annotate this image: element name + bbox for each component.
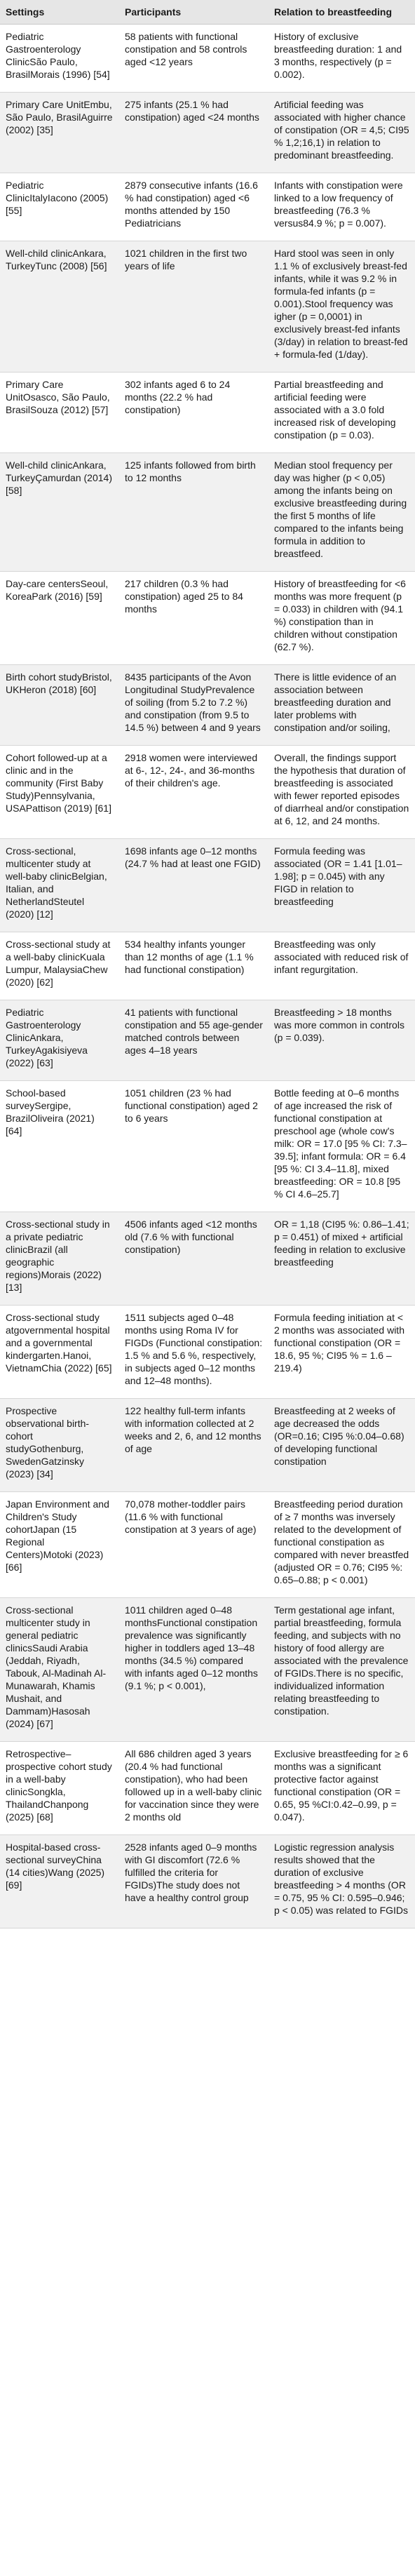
cell-settings: Japan Environment and Children's Study cohortJapan (15 Regional Centers)Motoki (2023) [66] bbox=[0, 1492, 119, 1598]
cell-settings: Cross-sectional, multicenter study at well-baby clinicBelgian, Italian, and NetherlandSteutel (2020) [12] bbox=[0, 839, 119, 932]
table-row bbox=[0, 1492, 415, 1598]
cell-relation: Breastfeeding was only associated with reduced risk of infant regurgitation. bbox=[268, 932, 415, 1000]
cell-relation: OR = 1,18 (CI95 %: 0.86–1.41; p = 0.451) of mixed + artificial feeding in relation to exclusive breastfeeding bbox=[268, 1212, 415, 1306]
cell-settings: Primary Care UnitOsasco, São Paulo, BrasilSouza (2012) [57] bbox=[0, 373, 119, 453]
table-row bbox=[0, 1742, 415, 1835]
cell-participants: 4506 infants aged <12 months old (7.6 % with functional constipation) bbox=[119, 1212, 268, 1306]
cell-relation: Hard stool was seen in only 1.1 % of exclusively breast-fed infants, while it was 9.2 % in formula-fed infants (p = 0.001).Stool frequency was igher (p = 0,0001) in exclusively breast-fed infants (3/day) in relation to breast-fed + formula-fed (1/day). bbox=[268, 241, 415, 373]
table-row bbox=[0, 1081, 415, 1212]
table-row bbox=[0, 1212, 415, 1306]
cell-settings: Cross-sectional multicenter study in general pediatric clinicsSaudi Arabia (Jeddah, Riyadh, Tabouk, Al-Madinah Al-Munawarah, Khamis Mushait, and Dammam)Hasosah (2024) [67] bbox=[0, 1598, 119, 1742]
cell-relation: Logistic regression analysis results showed that the duration of exclusive breastfeeding > 4 months (OR = 0.75, 95 % CI: 0.595–0.946; p < 0.05) was related to FGIDs bbox=[268, 1835, 415, 1928]
header-settings: Settings bbox=[0, 0, 119, 25]
cell-relation: Bottle feeding at 0–6 months of age increased the risk of functional constipation at preschool age (whole cow's milk: OR = 17.0 [95 % CI: 7.3–39.5]; infant formula: OR = 6.4 [95 %: CI 3.4–11.8], mixed breastfeeding: OR = 10.8 [95 % CI 4.6–25.7] bbox=[268, 1081, 415, 1212]
cell-participants: 1051 children (23 % had functional constipation) aged 2 to 6 years bbox=[119, 1081, 268, 1212]
table-row bbox=[0, 839, 415, 932]
cell-relation: There is little evidence of an association between breastfeeding duration and later problems with constipation and/or soiling, bbox=[268, 665, 415, 746]
cell-settings: Cross-sectional study in a private pediatric clinicBrazil (all geographic regions)Morais (2022) [13] bbox=[0, 1212, 119, 1306]
table-row bbox=[0, 1399, 415, 1492]
cell-participants: 302 infants aged 6 to 24 months (22.2 % had constipation) bbox=[119, 373, 268, 453]
cell-relation: History of exclusive breastfeeding duration: 1 and 3 months, respectively (p = 0.002). bbox=[268, 25, 415, 93]
cell-participants: 1021 children in the first two years of life bbox=[119, 241, 268, 373]
table-row bbox=[0, 932, 415, 1000]
cell-settings: Retrospective–prospective cohort study in a well-baby clinicSongkla, ThailandChanpong (2025) [68] bbox=[0, 1742, 119, 1835]
cell-relation: Breastfeeding period duration of ≥ 7 months was inversely related to the development of functional constipation as compared with never breastfed (adjusted OR = 0.76; CI95 %: 0.65–0.88; p < 0.001) bbox=[268, 1492, 415, 1598]
cell-participants: 70,078 mother-toddler pairs (11.6 % with functional constipation at 3 years of age) bbox=[119, 1492, 268, 1598]
table-header bbox=[0, 0, 415, 25]
cell-participants: 58 patients with functional constipation and 58 controls aged <12 years bbox=[119, 25, 268, 93]
cell-relation: Exclusive breastfeeding for ≥ 6 months was a significant protective factor against functional constipation (OR = 0.65, 95 %CI:0.42–0.99, p = 0.047). bbox=[268, 1742, 415, 1835]
cell-participants: 125 infants followed from birth to 12 months bbox=[119, 453, 268, 572]
cell-relation: Infants with constipation were linked to a low frequency of breastfeeding (76.3 % versus84.9 %; p = 0.007). bbox=[268, 173, 415, 241]
cell-settings: Day-care centersSeoul, KoreaPark (2016) [59] bbox=[0, 572, 119, 665]
table-row bbox=[0, 665, 415, 746]
cell-settings: School-based surveySergipe, BrazilOliveira (2021) [64] bbox=[0, 1081, 119, 1212]
table-row bbox=[0, 25, 415, 93]
table-body bbox=[0, 25, 415, 1928]
table-row bbox=[0, 1598, 415, 1742]
cell-settings: Birth cohort studyBristol, UKHeron (2018) [60] bbox=[0, 665, 119, 746]
cell-participants: 275 infants (25.1 % had constipation) aged <24 months bbox=[119, 93, 268, 173]
cell-settings: Cross-sectional study atgovernmental hospital and a governmental kindergarten.Hanoi, VietnamChia (2022) [65] bbox=[0, 1306, 119, 1399]
cell-participants: 1511 subjects aged 0–48 months using Roma IV for FIGDs (Functional constipation: 1.5 % and 5.6 %, respectively, in subjects aged 0–12 months and 12–48 months). bbox=[119, 1306, 268, 1399]
table-row bbox=[0, 373, 415, 453]
cell-participants: 1698 infants age 0–12 months (24.7 % had at least one FGID) bbox=[119, 839, 268, 932]
header-row bbox=[0, 0, 415, 25]
cell-participants: All 686 children aged 3 years (20.4 % had functional constipation), who had been followed up in a well-baby clinic for vaccination since they were 2 months old bbox=[119, 1742, 268, 1835]
cell-relation: Partial breastfeeding and artificial feeding were associated with a 3.0 fold increased risk of developing constipation (p = 0.03). bbox=[268, 373, 415, 453]
table-row bbox=[0, 572, 415, 665]
cell-settings: Well-child clinicAnkara, TurkeyÇamurdan (2014) [58] bbox=[0, 453, 119, 572]
table-row bbox=[0, 241, 415, 373]
cell-relation: Median stool frequency per day was higher (p < 0,05) among the infants being on exclusive breastfeeding during the first 5 months of life compared to the infants being formula in addition to breastfeed. bbox=[268, 453, 415, 572]
cell-participants: 217 children (0.3 % had constipation) aged 25 to 84 months bbox=[119, 572, 268, 665]
header-participants: Participants bbox=[119, 0, 268, 25]
cell-settings: Primary Care UnitEmbu, São Paulo, BrasilAguirre (2002) [35] bbox=[0, 93, 119, 173]
table-row bbox=[0, 746, 415, 839]
cell-participants: 534 healthy infants younger than 12 months of age (1.1 % had functional constipation) bbox=[119, 932, 268, 1000]
table-row bbox=[0, 1835, 415, 1928]
cell-relation: Artificial feeding was associated with higher chance of constipation (OR = 4,5; CI95 % 1,2;16,1) in relation to predominant breastfeeding. bbox=[268, 93, 415, 173]
cell-relation: Formula feeding was associated (OR = 1.41 [1.01–1.98]; p = 0.045) with any FIGD in relation to breastfeeding bbox=[268, 839, 415, 932]
header-relation: Relation to breastfeeding bbox=[268, 0, 415, 25]
cell-settings: Cross-sectional study at a well-baby clinicKuala Lumpur, MalaysiaChew (2020) [62] bbox=[0, 932, 119, 1000]
cell-participants: 2879 consecutive infants (16.6 % had constipation) aged <6 months attended by 150 Pediatricians bbox=[119, 173, 268, 241]
cell-relation: Breastfeeding > 18 months was more common in controls (p = 0.039). bbox=[268, 1000, 415, 1081]
cell-settings: Pediatric Gastroenterology ClinicSão Paulo, BrasilMorais (1996) [54] bbox=[0, 25, 119, 93]
cell-settings: Pediatric Gastroenterology ClinicAnkara, TurkeyAgakisiyeva (2022) [63] bbox=[0, 1000, 119, 1081]
cell-relation: Overall, the findings support the hypothesis that duration of breastfeeding is associated with fewer reported episodes of diarrheal and/or constipation at 6, 12, and 24 months. bbox=[268, 746, 415, 839]
cell-participants: 8435 participants of the Avon Longitudinal StudyPrevalence of soiling (from 5.2 to 7.2 %) and constipation (from 9.5 to 14.5 %) between 4 and 9 years bbox=[119, 665, 268, 746]
cell-settings: Hospital-based cross-sectional surveyChina (14 cities)Wang (2025) [69] bbox=[0, 1835, 119, 1928]
cell-relation: Formula feeding initiation at < 2 months was associated with functional constipation (OR = 18.6, 95 %; CI95 % = 1.6 –219.4) bbox=[268, 1306, 415, 1399]
table-row bbox=[0, 173, 415, 241]
table-row bbox=[0, 93, 415, 173]
cell-relation: History of breastfeeding for <6 months was more frequent (p = 0.033) in children with (94.1 %) constipation than in children without constipation (62.7 %). bbox=[268, 572, 415, 665]
table-row bbox=[0, 1000, 415, 1081]
cell-participants: 122 healthy full-term infants with information collected at 2 weeks and 2, 6, and 12 months of age bbox=[119, 1399, 268, 1492]
cell-settings: Prospective observational birth-cohort studyGothenburg, SwedenGatzinsky (2023) [34] bbox=[0, 1399, 119, 1492]
table-row bbox=[0, 453, 415, 572]
cell-relation: Breastfeeding at 2 weeks of age decreased the odds (OR=0.16; CI95 %:0.04–0.68) of developing functional constipation bbox=[268, 1399, 415, 1492]
table-row bbox=[0, 1306, 415, 1399]
cell-participants: 2918 women were interviewed at 6-, 12-, 24-, and 36-months of their children's age. bbox=[119, 746, 268, 839]
cell-settings: Well-child clinicAnkara, TurkeyTunc (2008) [56] bbox=[0, 241, 119, 373]
cell-relation: Term gestational age infant, partial breastfeeding, formula feeding, and subjects with no history of food allergy are associated with the prevalence of FGIDs.There is no specific, individualized information relating breastfeeding to constipation. bbox=[268, 1598, 415, 1742]
cell-settings: Cohort followed-up at a clinic and in the community (First Baby Study)Pennsylvania, USAPattison (2019) [61] bbox=[0, 746, 119, 839]
cell-participants: 1011 children aged 0–48 monthsFunctional constipation prevalence was significantly higher in toddlers aged 13–48 months (34.5 %) compared with infants aged 0–12 months (9.1 %; p < 0.001), bbox=[119, 1598, 268, 1742]
cell-participants: 2528 infants aged 0–9 months with GI discomfort (72.6 % fulfilled the criteria for FGIDs)The study does not have a healthy control group bbox=[119, 1835, 268, 1928]
cell-participants: 41 patients with functional constipation and 55 age-gender matched controls between ages 4–18 years bbox=[119, 1000, 268, 1081]
cell-settings: Pediatric ClinicItalyIacono (2005) [55] bbox=[0, 173, 119, 241]
